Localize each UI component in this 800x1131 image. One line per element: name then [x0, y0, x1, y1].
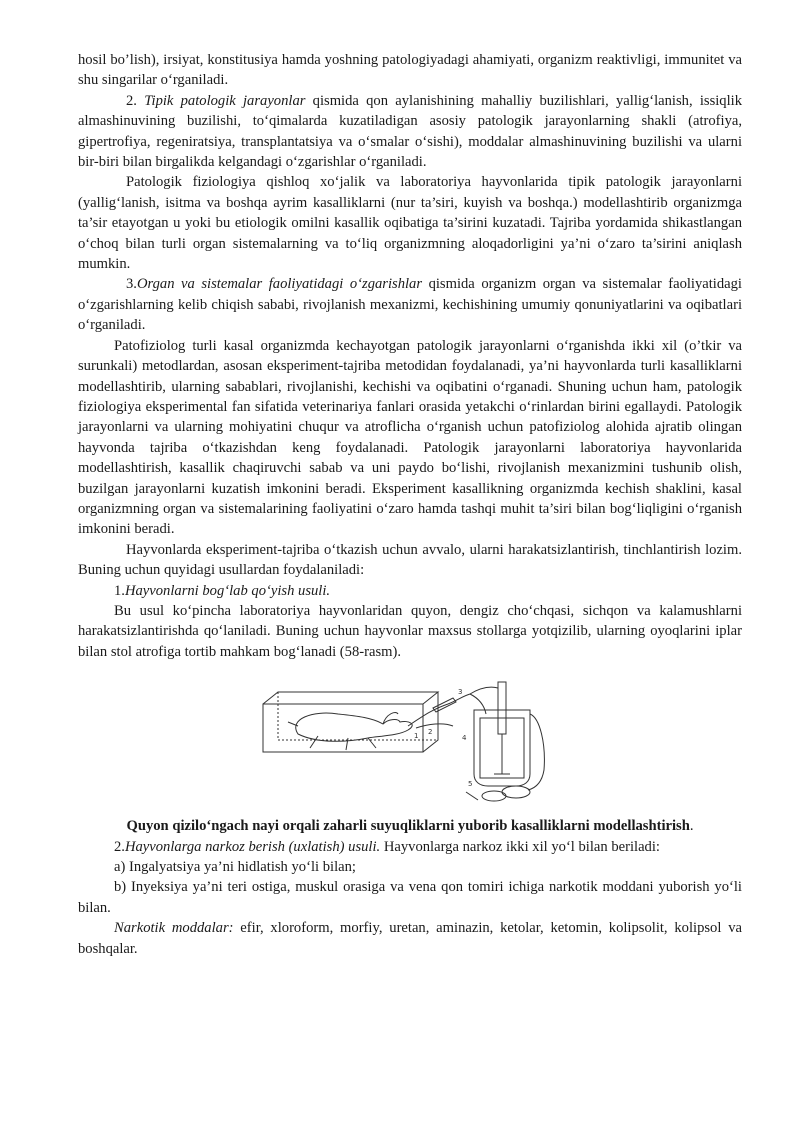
paragraph-8: Bu usul ko‘pincha laboratoriya hayvonlaridan quyon, dengiz cho‘chqasi, sichqon va kalamushlarni harakatsizlantirishda qo‘laniladi. Buning uchun hayvonlar maxsus stollarga yotqizilib, ularning oyoqlarini iplar bilan stol atrofiga tortib mahkam bog‘lanadi (58-rasm). — [78, 602, 742, 660]
figure-label: 5 — [468, 780, 473, 789]
section-number: 2. — [126, 92, 137, 109]
section-title: Hayvonlarni bog‘lab qo‘yish usuli. — [124, 582, 331, 599]
paragraph-text: Hayvonlarga narkoz ikki xil yo‘l bilan beriladi: — [380, 838, 660, 855]
section-title: Organ va sistemalar faoliyatidagi o‘zgarishlar — [136, 276, 423, 293]
section-number: 2. — [114, 838, 125, 855]
paragraph-9 — [78, 837, 742, 857]
figure-label: 3 — [458, 688, 463, 697]
document-page — [78, 50, 742, 959]
figure-caption — [78, 816, 742, 836]
section-number: 3. — [126, 276, 137, 293]
rabbit-apparatus-figure — [258, 674, 548, 810]
paragraph-11: b) Inyeksiya ya’ni teri ostiga, muskul orasiga va vena qon tomiri ichiga narkotik moddani yuborish yo‘li bilan. — [78, 879, 742, 916]
paragraph-text: efir, xloroform, morfiy, uretan, aminazin, ketolar, ketomin, kolipsolit, kolipsol va boshqalar. — [78, 920, 742, 957]
caption-text: Quyon qizilo‘ngach nayi orqali zaharli suyuqliklarni yuborib kasalliklarni modellashtirish — [126, 818, 690, 835]
paragraph-7 — [78, 581, 742, 601]
paragraph-6: Hayvonlarda eksperiment-tajriba o‘tkazish uchun avvalo, ularni harakatsizlantirish, tinchlantirish lozim. Buning uchun quyidagi usullardan foydalaniladi: — [78, 541, 742, 579]
section-title: Tipik patologik jarayonlar — [144, 92, 306, 109]
paragraph-10: a) Ingalyatsiya ya’ni hidlatish yo‘li bilan; — [114, 859, 356, 875]
paragraph-12 — [78, 918, 742, 959]
paragraph-2 — [78, 91, 742, 173]
figure-label: 2 — [428, 728, 433, 737]
paragraph-text: qismida organizm organ va sistemalar faoliyatidagi o‘zgarishlarning kelib chiqish sababi, rivojlanish mexanizmi, kechishining umumiy qonuniyatlarini va oqibatlari o‘rganiladi. — [78, 276, 742, 334]
section-title: Hayvonlarga narkoz berish (uxlatish) usuli. — [124, 838, 381, 855]
section-title: Narkotik moddalar: — [114, 920, 234, 937]
caption-period: . — [689, 818, 694, 835]
section-number: 1. — [114, 582, 125, 599]
paragraph-3: Patologik fiziologiya qishloq xo‘jalik va laboratoriya hayvonlarida tipik patologik jarayonlarni (yallig‘lanish, isitma va boshqa ayrim kasalliklarni (nur ta’siri, kuyish va boshqa.) modellashtirib organizmga ta’sir etayotgan u yoki bu etiologik omilni kasallik oqibatiga ta’sirini kuzatadi. Tajriba yordamida shikastlangan o‘choq bilan turli organ sistemalarning va to‘liq organizmning aloqadorligini ya’ni o‘zaro ta’sirini aniqlash mumkin. — [78, 174, 742, 273]
paragraph-text: qismida qon aylanishining mahalliy buzilishlari, yallig‘lanish, issiqlik almashinuvining buzilishi, to‘qimalarda kuzatiladigan asosiy patologik jarayonlarning shakli (atrofiya, gipertrofiya, regeniratsiya, transplantatsiya va o‘smalar o‘sishi), moddalar almashinuvining buzilishi va ularni bir-biri bilan birgalikda kelgandagi o‘zgarishlar o‘rganiladi. — [78, 92, 743, 171]
figure-label: 4 — [462, 734, 467, 743]
rabbit-apparatus-illustration — [258, 674, 548, 810]
paragraph-4 — [78, 274, 742, 335]
paragraph-1: hosil bo’lish), irsiyat, konstitusiya hamda yoshning patologiyadagi ahamiyati, organizm reaktivligi, immunitet va shu singarilar o‘rganiladi. — [78, 52, 742, 89]
figure-label: 1 — [414, 732, 419, 741]
paragraph-5: Patofiziolog turli kasal organizmda kechayotgan patologik jarayonlarni o‘rganishda ikki xil (o’tkir va surunkali) metodlardan, asosan eksperiment-tajriba metodidan foydalanadi, ya’ni hayvonlarda turli kasalliklarni modellashtirib, ularning sabablari, rivojlanishi, kechishi va oqibatini o‘rganadi. Shuning uchun ham, patologik fiziologiya eksperimental fan sifatida veterinariya fanlari orasida yetakchi o‘rinlardan birini egallaydi. Patologik jarayonlarni va ularning mohiyatini chuqur va atroflicha o‘rganish uchun patofiziolog alohida ajratib olingan hayvonda tajriba o‘tkazishdan keng foydalanadi. Patologik jarayonlarni laboratoriya hayvonlarida modellashtirish, kasallik chaqiruvchi sabab va uni paydo bo‘lishi, rivojlanish mexanizmini tushunib olish, buzilgan jarayonlarni kuzatish imkonini beradi. Eksperiment kasallikning organizmda kechish shaklini, kasal organizmning organ va sistemalarining faoliyatini o‘zaro hamda tashqi muhit ta’siri bilan bog‘liqligini o‘rganish imkonini beradi. — [78, 337, 742, 538]
